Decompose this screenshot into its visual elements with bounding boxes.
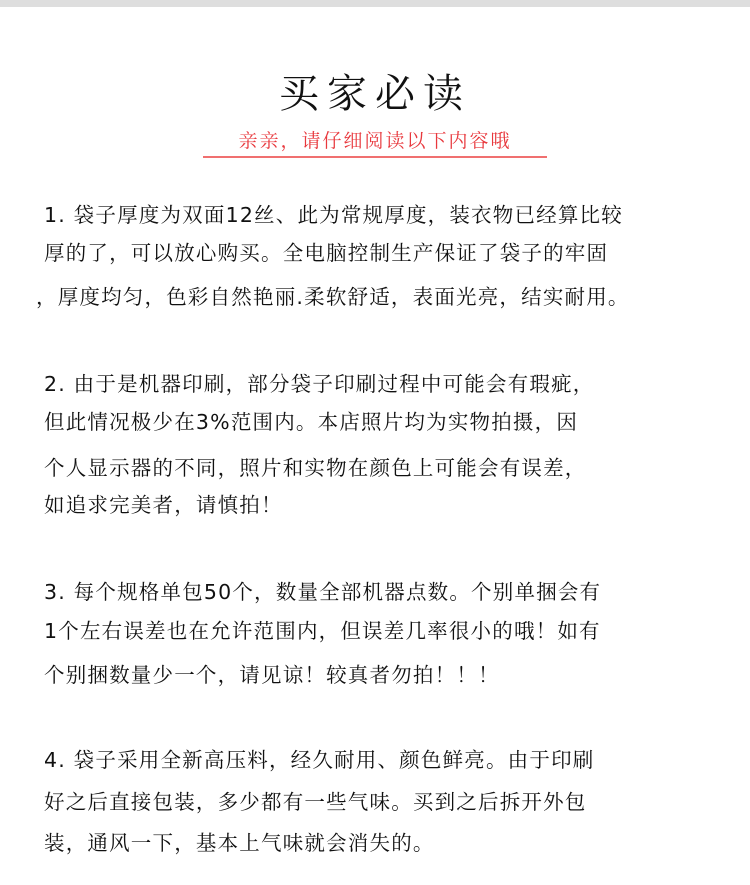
text-line: 个别捆数量少一个，请见谅！较真者勿拍！！！: [44, 663, 500, 687]
text-line: 厚的了，可以放心购买。全电脑控制生产保证了袋子的牢固: [44, 241, 609, 265]
text-line: 1. 袋子厚度为双面12丝、此为常规厚度，装衣物已经算比较: [44, 203, 623, 227]
text-line: 好之后直接包装，多少都有一些气味。买到之后拆开外包: [44, 790, 587, 814]
text-line: 但此情况极少在3%范围内。本店照片均为实物拍摄，因: [44, 410, 579, 434]
top-bar: [0, 0, 750, 7]
text-line: 个人显示器的不同，照片和实物在颜色上可能会有误差，: [44, 456, 587, 480]
subtitle: 亲亲，请仔细阅读以下内容哦: [203, 126, 547, 158]
text-line: 1个左右误差也在允许范围内，但误差几率很小的哦！如有: [44, 619, 601, 643]
text-line: 装，通风一下，基本上气味就会消失的。: [44, 831, 435, 855]
text-line: 3. 每个规格单包50个，数量全部机器点数。个别单捆会有: [44, 580, 602, 604]
page-title: 买家必读: [279, 71, 471, 117]
text-line: 4. 袋子采用全新高压料，经久耐用、颜色鲜亮。由于印刷: [44, 748, 595, 772]
text-line: 如追求完美者，请慎拍！: [44, 493, 283, 517]
text-line: ，厚度均匀，色彩自然艳丽.柔软舒适，表面光亮，结实耐用。: [36, 285, 630, 309]
text-line: 2. 由于是机器印刷，部分袋子印刷过程中可能会有瑕疵，: [44, 372, 595, 396]
